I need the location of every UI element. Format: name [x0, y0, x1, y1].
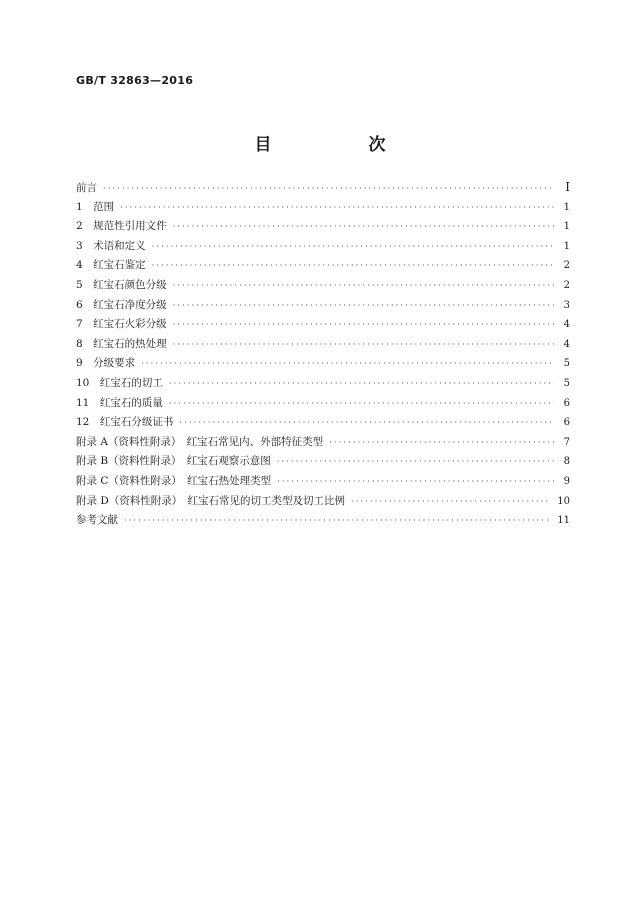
toc-leader-dots [277, 472, 554, 492]
toc-entry-label: 9 分级要求 [76, 357, 136, 370]
standard-code: GB/T 32863—2016 [76, 74, 194, 87]
toc-entry-3[interactable] [76, 237, 570, 257]
toc-entry-label: 3 术语和定义 [76, 239, 146, 252]
toc-entry-references[interactable] [76, 511, 570, 531]
table-of-contents [76, 178, 570, 531]
toc-leader-dots [169, 374, 554, 394]
toc-entry-page: 6 [563, 397, 570, 409]
toc-leader-dots [329, 433, 554, 453]
toc-entry-page: 3 [563, 299, 570, 311]
toc-entry-5[interactable] [76, 276, 570, 296]
toc-entry-label: 附录 B（资料性附录） 红宝石观察示意图 [76, 455, 271, 468]
toc-entry-2[interactable] [76, 217, 570, 237]
toc-entry-9[interactable] [76, 354, 570, 374]
toc-entry-foreword[interactable] [76, 178, 570, 198]
toc-leader-dots [103, 179, 554, 199]
toc-entry-page: 5 [563, 358, 570, 370]
toc-leader-dots [173, 315, 554, 335]
toc-leader-dots [169, 394, 554, 414]
toc-entry-11[interactable] [76, 394, 570, 414]
toc-entry-6[interactable] [76, 296, 570, 316]
toc-entry-label: 6 红宝石净度分级 [76, 298, 167, 311]
toc-entry-label: 1 范围 [76, 200, 115, 213]
toc-entry-page: Ⅰ [565, 180, 570, 194]
toc-entry-page: 6 [563, 417, 570, 429]
toc-leader-dots [173, 276, 554, 296]
toc-leader-dots [120, 198, 554, 218]
toc-entry-page: 7 [563, 436, 570, 448]
toc-entry-label: 附录 D（资料性附录） 红宝石常见的切工类型及切工比例 [76, 494, 346, 507]
toc-entry-page: 2 [563, 279, 570, 291]
toc-entry-appendix-d[interactable] [76, 492, 570, 512]
toc-entry-appendix-a[interactable] [76, 433, 570, 453]
page-title: 目 次 [254, 135, 426, 155]
toc-entry-label: 12 红宝石分级证书 [76, 416, 174, 429]
toc-entry-page: 10 [557, 495, 570, 507]
toc-leader-dots [173, 217, 554, 237]
toc-entry-label: 4 红宝石鉴定 [76, 259, 146, 272]
toc-entry-label: 5 红宝石颜色分级 [76, 278, 167, 291]
toc-leader-dots [152, 237, 554, 257]
toc-entry-label: 8 红宝石的热处理 [76, 337, 167, 350]
toc-entry-label: 附录 C（资料性附录） 红宝石热处理类型 [76, 474, 272, 487]
toc-entry-7[interactable] [76, 315, 570, 335]
toc-entry-page: 1 [563, 201, 570, 213]
toc-leader-dots [277, 452, 554, 472]
toc-entry-label: 前言 [76, 182, 97, 194]
toc-entry-label: 附录 A（资料性附录） 红宝石常见内、外部特征类型 [76, 435, 324, 448]
toc-entry-page: 4 [563, 338, 570, 350]
toc-entry-appendix-b[interactable] [76, 452, 570, 472]
toc-leader-dots [351, 492, 551, 512]
toc-leader-dots [173, 335, 554, 355]
toc-entry-label: 10 红宝石的切工 [76, 376, 163, 389]
toc-leader-dots [141, 354, 554, 374]
toc-leader-dots [173, 296, 554, 316]
toc-entry-page: 11 [557, 515, 570, 527]
toc-entry-page: 1 [563, 240, 570, 252]
toc-entry-4[interactable] [76, 256, 570, 276]
toc-entry-page: 8 [563, 456, 570, 468]
toc-entry-12[interactable] [76, 413, 570, 433]
toc-entry-label: 2 规范性引用文件 [76, 220, 167, 233]
toc-leader-dots [124, 511, 551, 531]
toc-entry-8[interactable] [76, 335, 570, 355]
toc-entry-page: 1 [563, 221, 570, 233]
toc-entry-10[interactable] [76, 374, 570, 394]
toc-entry-page: 2 [563, 260, 570, 272]
toc-entry-page: 4 [563, 319, 570, 331]
toc-leader-dots [179, 413, 554, 433]
toc-entry-label: 11 红宝石的质量 [76, 396, 163, 409]
toc-entry-page: 9 [563, 475, 570, 487]
toc-entry-page: 5 [563, 377, 570, 389]
toc-entry-1[interactable] [76, 198, 570, 218]
toc-entry-appendix-c[interactable] [76, 472, 570, 492]
toc-entry-label: 7 红宝石火彩分级 [76, 318, 167, 331]
toc-entry-label: 参考文献 [76, 514, 118, 527]
toc-leader-dots [152, 256, 554, 276]
